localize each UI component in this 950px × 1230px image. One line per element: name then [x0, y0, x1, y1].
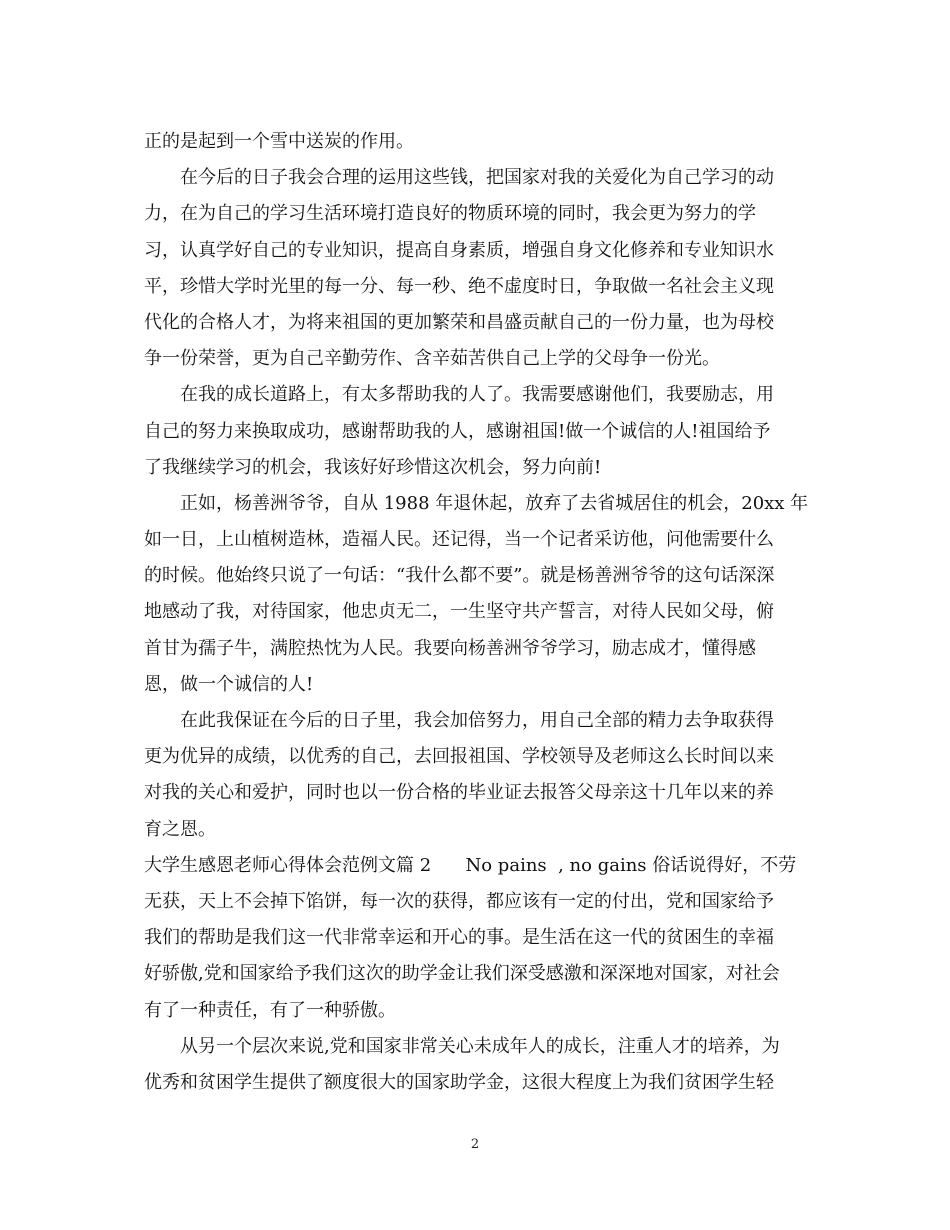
text-line: 在今后的日子我会合理的运用这些钱，把国家对我的关爱化为自己学习的动 — [180, 167, 774, 189]
text-line: 自己的努力来换取成功，感谢帮助我的人，感谢祖国!做一个诚信的人!祖国给予 — [144, 420, 771, 442]
text-line: 在我的成长道路上，有太多帮助我的人了。我需要感谢他们，我要励志，用 — [180, 384, 774, 406]
text-line: 更为优异的成绩，以优秀的自己，去回报祖国、学校领导及老师这么长时间以来 — [144, 746, 774, 768]
text-line: 对我的关心和爱护，同时也以一份合格的毕业证去报答父母亲这十几年以来的养 — [144, 782, 774, 804]
text-line: 从另一个层次来说,党和国家非常关心未成年人的成长，注重人才的培养，为 — [180, 1035, 780, 1057]
text-line: 有了一种责任，有了一种骄傲。 — [144, 999, 396, 1021]
page-number: 2 — [470, 1137, 480, 1152]
body-text — [144, 124, 814, 1101]
text-line: 力，在为自己的学习生活环境打造良好的物质环境的同时，我会更为努力的学 — [144, 203, 756, 225]
text-line: 首甘为孺子牛，满腔热忱为人民。我要向杨善洲爷爷学习，励志成才，懂得感 — [144, 637, 756, 659]
text-line: 代化的合格人才，为将来祖国的更加繁荣和昌盛贡献自己的一份力量，也为母校 — [144, 311, 774, 333]
text-line: 的时候。他始终只说了一句话：“我什么都不要”。就是杨善洲爷爷的这句话深深 — [144, 565, 775, 587]
text-line: 地感动了我，对待国家，他忠贞无二，一生坚守共产誓言，对待人民如父母，俯 — [144, 601, 774, 623]
text-line: 优秀和贫困学生提供了额度很大的国家助学金，这很大程度上为我们贫困学生轻 — [144, 1071, 774, 1093]
text-line: 正如，杨善洲爷爷，自从 1988 年退休起，放弃了去省城居住的机会，20xx 年 — [180, 492, 809, 514]
text-line: 我们的帮助是我们这一代非常幸运和开心的事。是生活在这一代的贫困生的幸福 — [144, 927, 774, 949]
text-line: 正的是起到一个雪中送炭的作用。 — [144, 131, 414, 152]
text-line: 习，认真学好自己的专业知识，提高自身素质，增强自身文化修养和专业知识水 — [144, 239, 774, 261]
text-line: 无获，天上不会掉下馅饼，每一次的获得，都应该有一定的付出，党和国家给予 — [144, 890, 774, 912]
text-line: 争一份荣誉，更为自己辛勤劳作、含辛茹苦供自己上学的父母争一份光。 — [144, 348, 720, 370]
text-line: 好骄傲,党和国家给予我们这次的助学金让我们深受感激和深深地对国家，对社会 — [144, 963, 780, 985]
text-line: 恩，做一个诚信的人! — [144, 673, 314, 695]
text-line: 大学生感恩老师心得体会范例文篇 2 No pains , no gains 俗话说得好，不劳 — [144, 854, 797, 876]
text-line: 了我继续学习的机会，我该好好珍惜这次机会，努力向前! — [144, 456, 602, 478]
text-line: 在此我保证在今后的日子里，我会加倍努力，用自己全部的精力去争取获得 — [180, 710, 774, 731]
text-line: 育之恩。 — [144, 818, 216, 840]
text-line: 平，珍惜大学时光里的每一分、每一秒、绝不虚度时日，争取做一名社会主义现 — [144, 275, 774, 297]
text-line: 如一日，上山植树造林，造福人民。还记得，当一个记者采访他，问他需要什么 — [144, 529, 774, 551]
